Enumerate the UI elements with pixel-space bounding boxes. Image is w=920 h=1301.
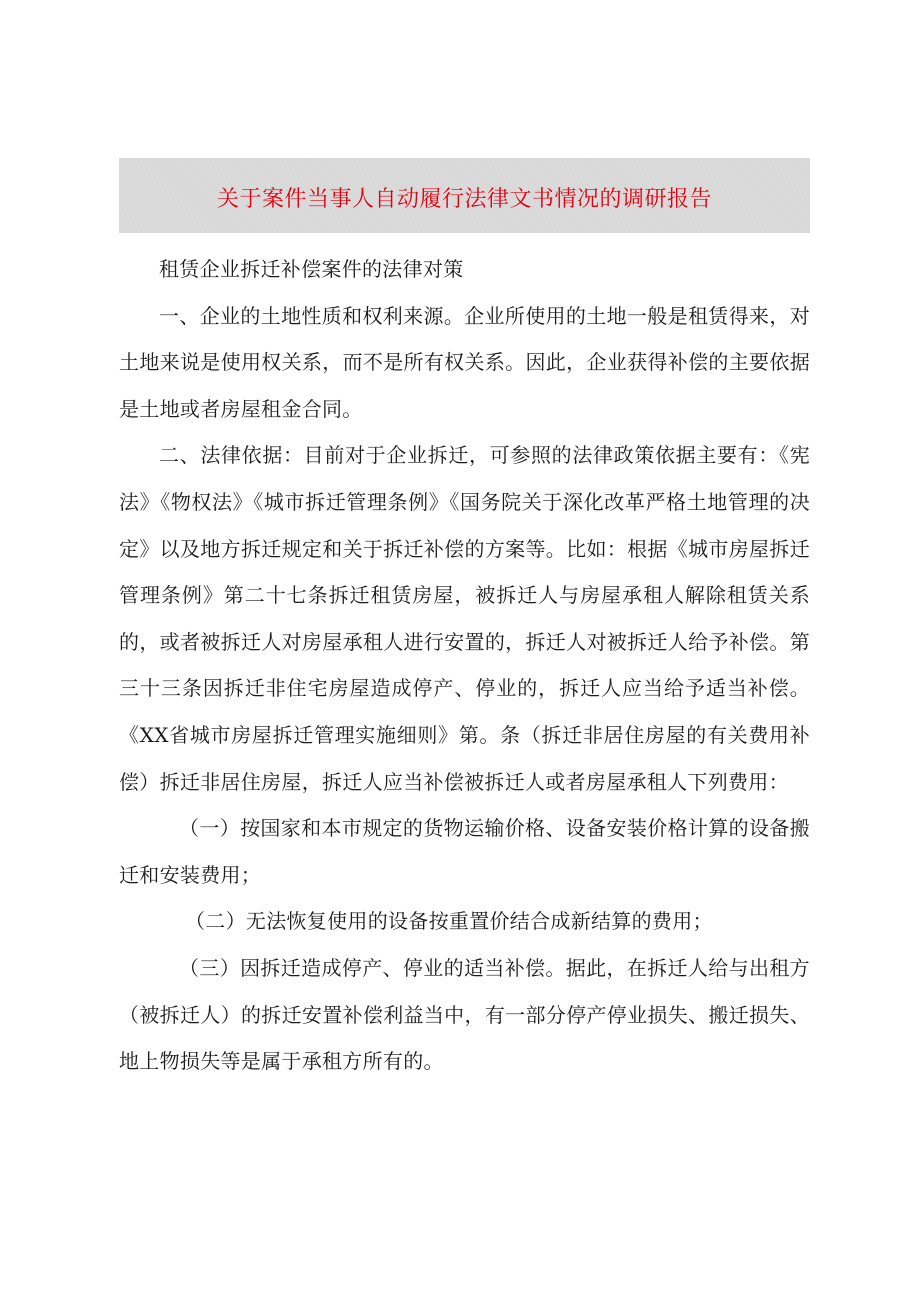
paragraph-legal-basis: 二、法律依据：目前对于企业拆迁，可参照的法律政策依据主要有：《宪法》《物权法》《城市拆迁管理条例》《国务院关于深化改革严格土地管理的决定》以及地方拆迁规定和关于拆迁补偿的方案等。比如：根据《城市房屋拆迁管理条例》第二十七条拆迁租赁房屋，被拆迁人与房屋承租人解除租赁关系的，或者被拆迁人对房屋承租人进行安置的，拆迁人对被拆迁人给予补偿。第三十三条因拆迁非住宅房屋造成停产、停业的，拆迁人应当给予适当补偿。《XX省城市房屋拆迁管理实施细则》第。条（拆迁非居住房屋的有关费用补偿）拆迁非居住房屋，拆迁人应当补偿被拆迁人或者房屋承租人下列费用： <box>119 443 810 794</box>
document-body <box>119 246 810 1085</box>
list-item-1: （一）按国家和本市规定的货物运输价格、设备安装价格计算的设备搬迁和安装费用； <box>119 816 810 887</box>
paragraph-land-nature: 一、企业的土地性质和权利来源。企业所使用的土地一般是租赁得来，对土地来说是使用权关系，而不是所有权关系。因此，企业获得补偿的主要依据是土地或者房屋租金合同。 <box>119 303 810 421</box>
title-banner <box>119 158 810 233</box>
list-item-3: （三）因拆迁造成停产、停业的适当补偿。据此，在拆迁人给与出租方（被拆迁人）的拆迁安置补偿利益当中，有一部分停产停业损失、搬迁损失、地上物损失等是属于承租方所有的。 <box>119 955 810 1074</box>
list-item-2: （二）无法恢复使用的设备按重置价结合成新结算的费用； <box>185 909 713 934</box>
document-title: 关于案件当事人自动履行法律文书情况的调研报告 <box>216 187 712 212</box>
section-heading: 租赁企业拆迁补偿案件的法律对策 <box>159 257 464 281</box>
